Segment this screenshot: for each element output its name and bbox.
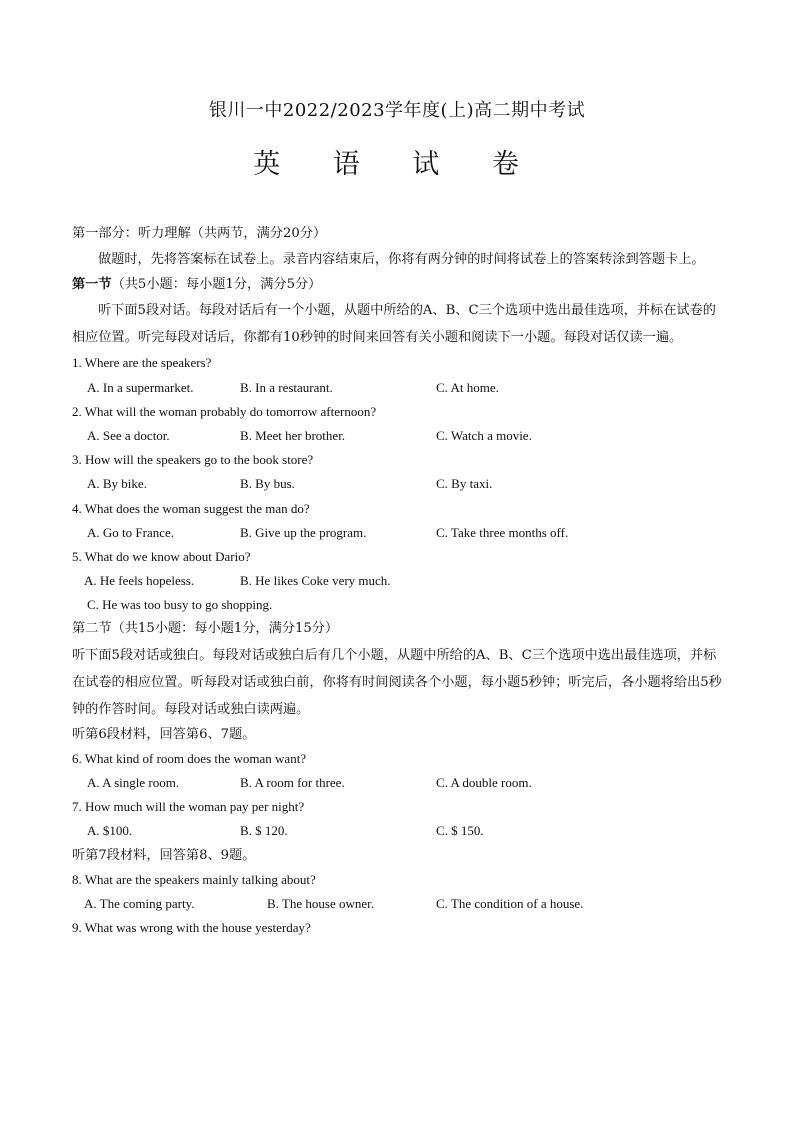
option-7c: C. $ 150. — [436, 823, 484, 839]
option-6c: C. A double room. — [436, 775, 532, 790]
question-4: 4. What does the woman suggest the man do? — [72, 500, 310, 516]
option-8c: C. The condition of a house. — [436, 895, 584, 911]
subject-title: 英 语 试 卷 — [253, 149, 541, 180]
option-7a: A. $100. — [87, 823, 133, 839]
question-6: 6. What kind of room does the woman want? — [72, 750, 307, 766]
options-6 — [72, 771, 724, 795]
material-7-note: 听第7段材料，回答第8、9题。 — [72, 847, 256, 863]
option-8a: A. The coming party. — [84, 895, 195, 911]
option-5a: A. He feels hopeless. — [84, 573, 195, 589]
options-3 — [72, 472, 724, 496]
section1-label: 第一节 — [72, 277, 112, 293]
option-3b: B. By bus. — [240, 476, 295, 492]
option-1b: B. In a restaurant. — [240, 379, 333, 395]
options-2 — [72, 424, 724, 448]
option-2c: C. Watch a movie. — [436, 427, 532, 443]
exam-title: 银川一中2022/2023学年度(上)高二期中考试 — [208, 100, 586, 121]
question-8: 8. What are the speakers mainly talking about? — [72, 871, 316, 887]
material-6-note: 听第6段材料，回答第6、7题。 — [72, 726, 256, 742]
option-4a: A. Go to France. — [87, 524, 175, 540]
option-6b: B. A room for three. — [240, 775, 345, 790]
section1-heading — [72, 273, 724, 297]
option-7b: B. $ 120. — [240, 823, 288, 839]
options-5-cont — [72, 593, 724, 617]
options-5 — [72, 569, 724, 593]
part1-heading: 第一部分：听力理解（共两节，满分20分） — [72, 226, 327, 241]
options-7 — [72, 819, 724, 843]
option-8b: B. The house owner. — [267, 895, 374, 911]
options-8 — [72, 892, 724, 916]
section1-instruction: 听下面5段对话。每段对话后有一个小题，从题中所给的A、B、C三个选项中选出最佳选项，并标在试卷的相应位置。听完每段对话后，你都有10秒钟的时间来回答有关小题和阅读下一小题。每段对话仅读一遍。 — [72, 303, 716, 346]
option-3c: C. By taxi. — [436, 476, 493, 492]
option-1a: A. In a supermarket. — [87, 379, 194, 395]
option-2b: B. Meet her brother. — [240, 427, 346, 443]
section2-heading: 第二节（共15小题：每小题1分，满分15分） — [72, 621, 339, 637]
section1-heading-rest: （共5小题：每小题1分，满分5分） — [111, 277, 322, 293]
exam-body — [72, 222, 724, 940]
options-4 — [72, 521, 724, 545]
option-6a: A. A single room. — [87, 775, 180, 790]
part1-instruction: 做题时，先将答案标在试卷上。录音内容结束后，你将有两分钟的时间将试卷上的答案转涂到答题卡上。 — [98, 252, 705, 268]
question-5: 5. What do we know about Dario? — [72, 548, 251, 564]
options-1 — [72, 376, 724, 400]
option-1c: C. At home. — [436, 379, 499, 395]
section2-instruction: 听下面5段对话或独白。每段对话或独白后有几个小题，从题中所给的A、B、C三个选项中选出最佳选项，并标在试卷的相应位置。听每段对话或独白前，你将有时间阅读各个小题，每小题5秒钟；听完后，各小题将给出5秒钟的作答时间。每段对话或独白读两遍。 — [72, 647, 722, 717]
question-9: 9. What was wrong with the house yesterday? — [72, 920, 311, 936]
question-3: 3. How will the speakers go to the book store? — [72, 452, 314, 468]
option-4c: C. Take three months off. — [436, 524, 569, 540]
question-7: 7. How much will the woman pay per night? — [72, 799, 305, 815]
option-4b: B. Give up the program. — [240, 524, 367, 540]
option-5b: B. He likes Coke very much. — [240, 573, 391, 589]
question-1: 1. Where are the speakers? — [72, 355, 212, 371]
option-2a: A. See a doctor. — [87, 427, 170, 443]
option-3a: A. By bike. — [87, 476, 147, 492]
question-2: 2. What will the woman probably do tomorrow afternoon? — [72, 403, 377, 419]
option-5c: C. He was too busy to go shopping. — [87, 597, 273, 613]
